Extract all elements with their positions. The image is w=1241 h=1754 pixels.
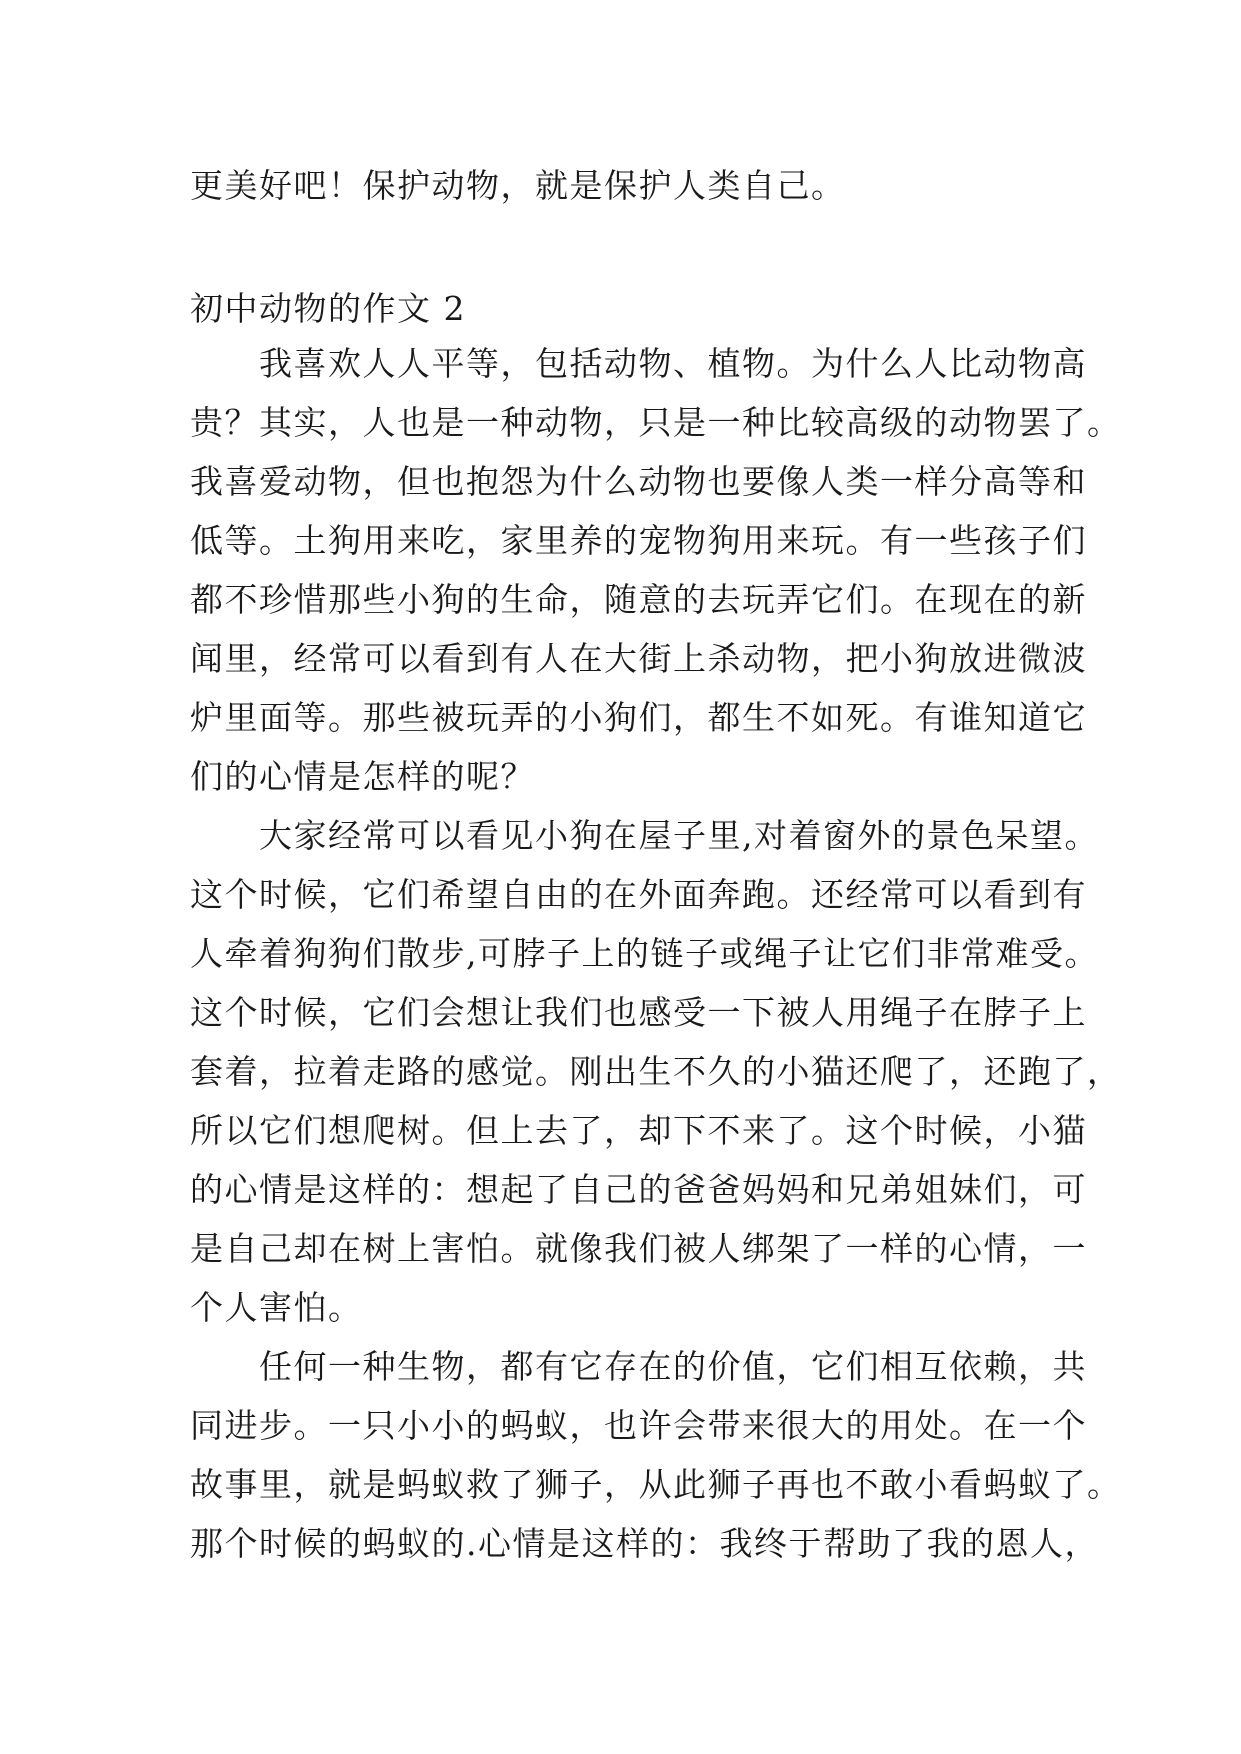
paragraph-2 <box>190 806 1122 1337</box>
text-line: 这个时候，它们希望自由的在外面奔跑。还经常可以看到有 <box>190 875 1087 914</box>
text-line: 所以它们想爬树。但上去了，却下不来了。这个时候，小猫 <box>190 1111 1087 1150</box>
text-line: 套着，拉着走路的感觉。刚出生不久的小猫还爬了，还跑了， <box>190 1052 1122 1091</box>
text-line: 低等。土狗用来吃，家里养的宠物狗用来玩。有一些孩子们 <box>190 521 1087 560</box>
text-line: 这个时候，它们会想让我们也感受一下被人用绳子在脖子上 <box>190 993 1087 1032</box>
text-line: 我喜爱动物，但也抱怨为什么动物也要像人类一样分高等和 <box>190 462 1087 501</box>
text-line: 贵？其实，人也是一种动物，只是一种比较高级的动物罢了。 <box>190 403 1122 442</box>
paragraph-3 <box>190 1337 1122 1573</box>
text-line: 炉里面等。那些被玩弄的小狗们，都生不如死。有谁知道它 <box>190 698 1087 737</box>
text-line: 故事里，就是蚂蚁救了狮子，从此狮子再也不敢小看蚂蚁了。 <box>190 1465 1122 1504</box>
text-line: 我喜欢人人平等，包括动物、植物。为什么人比动物高 <box>190 344 1087 383</box>
essay-heading <box>190 279 1050 338</box>
text-line: 闻里，经常可以看到有人在大街上杀动物，把小狗放进微波 <box>190 639 1087 678</box>
text-line: 人牵着狗狗们散步,可脖子上的链子或绳子让它们非常难受。 <box>190 934 1099 973</box>
essay-body <box>190 334 1122 1573</box>
text-line: 的心情是这样的：想起了自己的爸爸妈妈和兄弟姐妹们，可 <box>190 1170 1087 1209</box>
text-line: 个人害怕。 <box>190 1288 363 1327</box>
text-line: 大家经常可以看见小狗在屋子里,对着窗外的景色呆望。 <box>190 816 1099 855</box>
text-line: 同进步。一只小小的蚂蚁，也许会带来很大的用处。在一个 <box>190 1406 1087 1445</box>
text-line: 那个时候的蚂蚁的.心情是这样的：我终于帮助了我的恩人， <box>190 1524 1099 1563</box>
text-line: 任何一种生物，都有它存在的价值，它们相互依赖，共 <box>190 1347 1087 1386</box>
paragraph-1 <box>190 334 1122 806</box>
text-line: 是自己却在树上害怕。就像我们被人绑架了一样的心情，一 <box>190 1229 1087 1268</box>
text-line: 们的心情是怎样的呢？ <box>190 757 535 796</box>
text-line: 都不珍惜那些小狗的生命，随意的去玩弄它们。在现在的新 <box>190 580 1087 619</box>
heading-text: 初中动物的作文 2 <box>190 289 466 328</box>
text-line: 更美好吧！保护动物，就是保护人类自己。 <box>190 166 846 205</box>
intro-line <box>190 156 1050 215</box>
